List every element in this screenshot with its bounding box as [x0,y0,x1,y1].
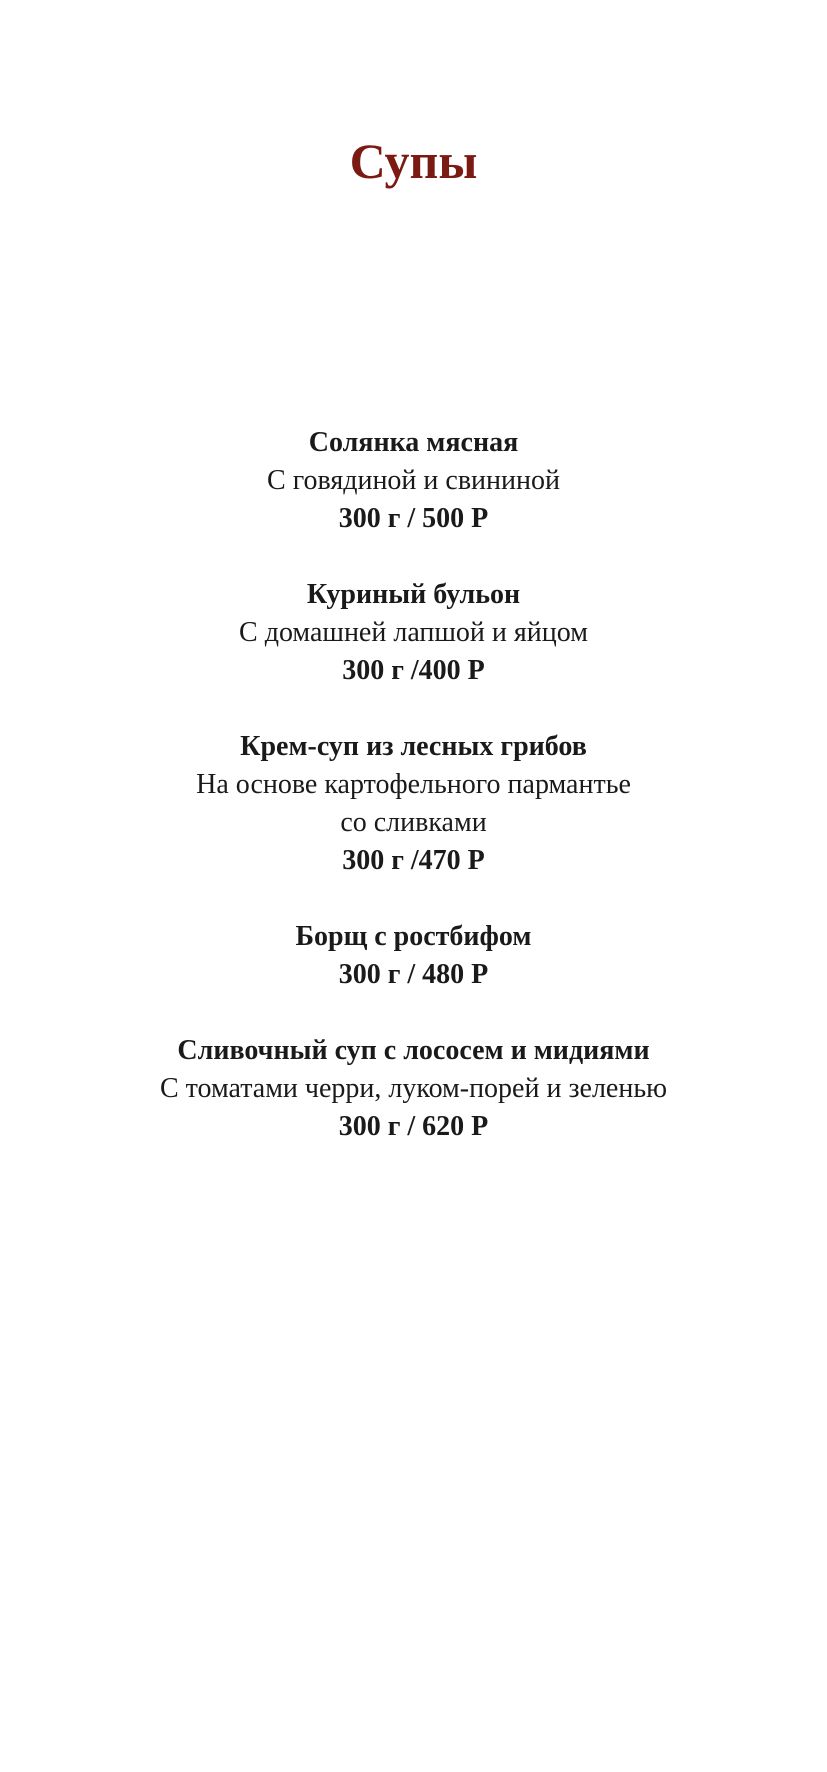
dish-name: Борщ с ростбифом [295,921,532,952]
dish-description: С домашней лапшой и яйцом [239,617,588,648]
menu-item [0,424,827,538]
menu-item [0,576,827,690]
page-title: Супы [349,133,478,189]
dish-price: 300 г /470 Р [342,845,485,876]
dish-description: С томатами черри, луком-порей и зеленью [159,1073,668,1104]
menu-item [0,1032,827,1146]
menu-item [0,728,827,880]
dish-description: На основе картофельного пармантье [196,769,631,800]
dish-name: Солянка мясная [308,427,519,458]
dish-description-continued: со сливками [340,807,487,838]
dish-price: 300 г / 620 Р [338,1111,489,1142]
dish-price: 300 г / 500 Р [338,503,489,534]
dish-name: Крем-суп из лесных грибов [240,731,587,762]
dish-description: С говядиной и свининой [267,465,560,496]
dish-name: Куриный бульон [306,579,521,610]
dish-price: 300 г /400 Р [342,655,485,686]
dish-price: 300 г / 480 Р [338,959,489,990]
menu-item [0,918,827,994]
dish-name: Сливочный суп с лососем и мидиями [177,1035,650,1066]
menu-list [0,424,827,1184]
